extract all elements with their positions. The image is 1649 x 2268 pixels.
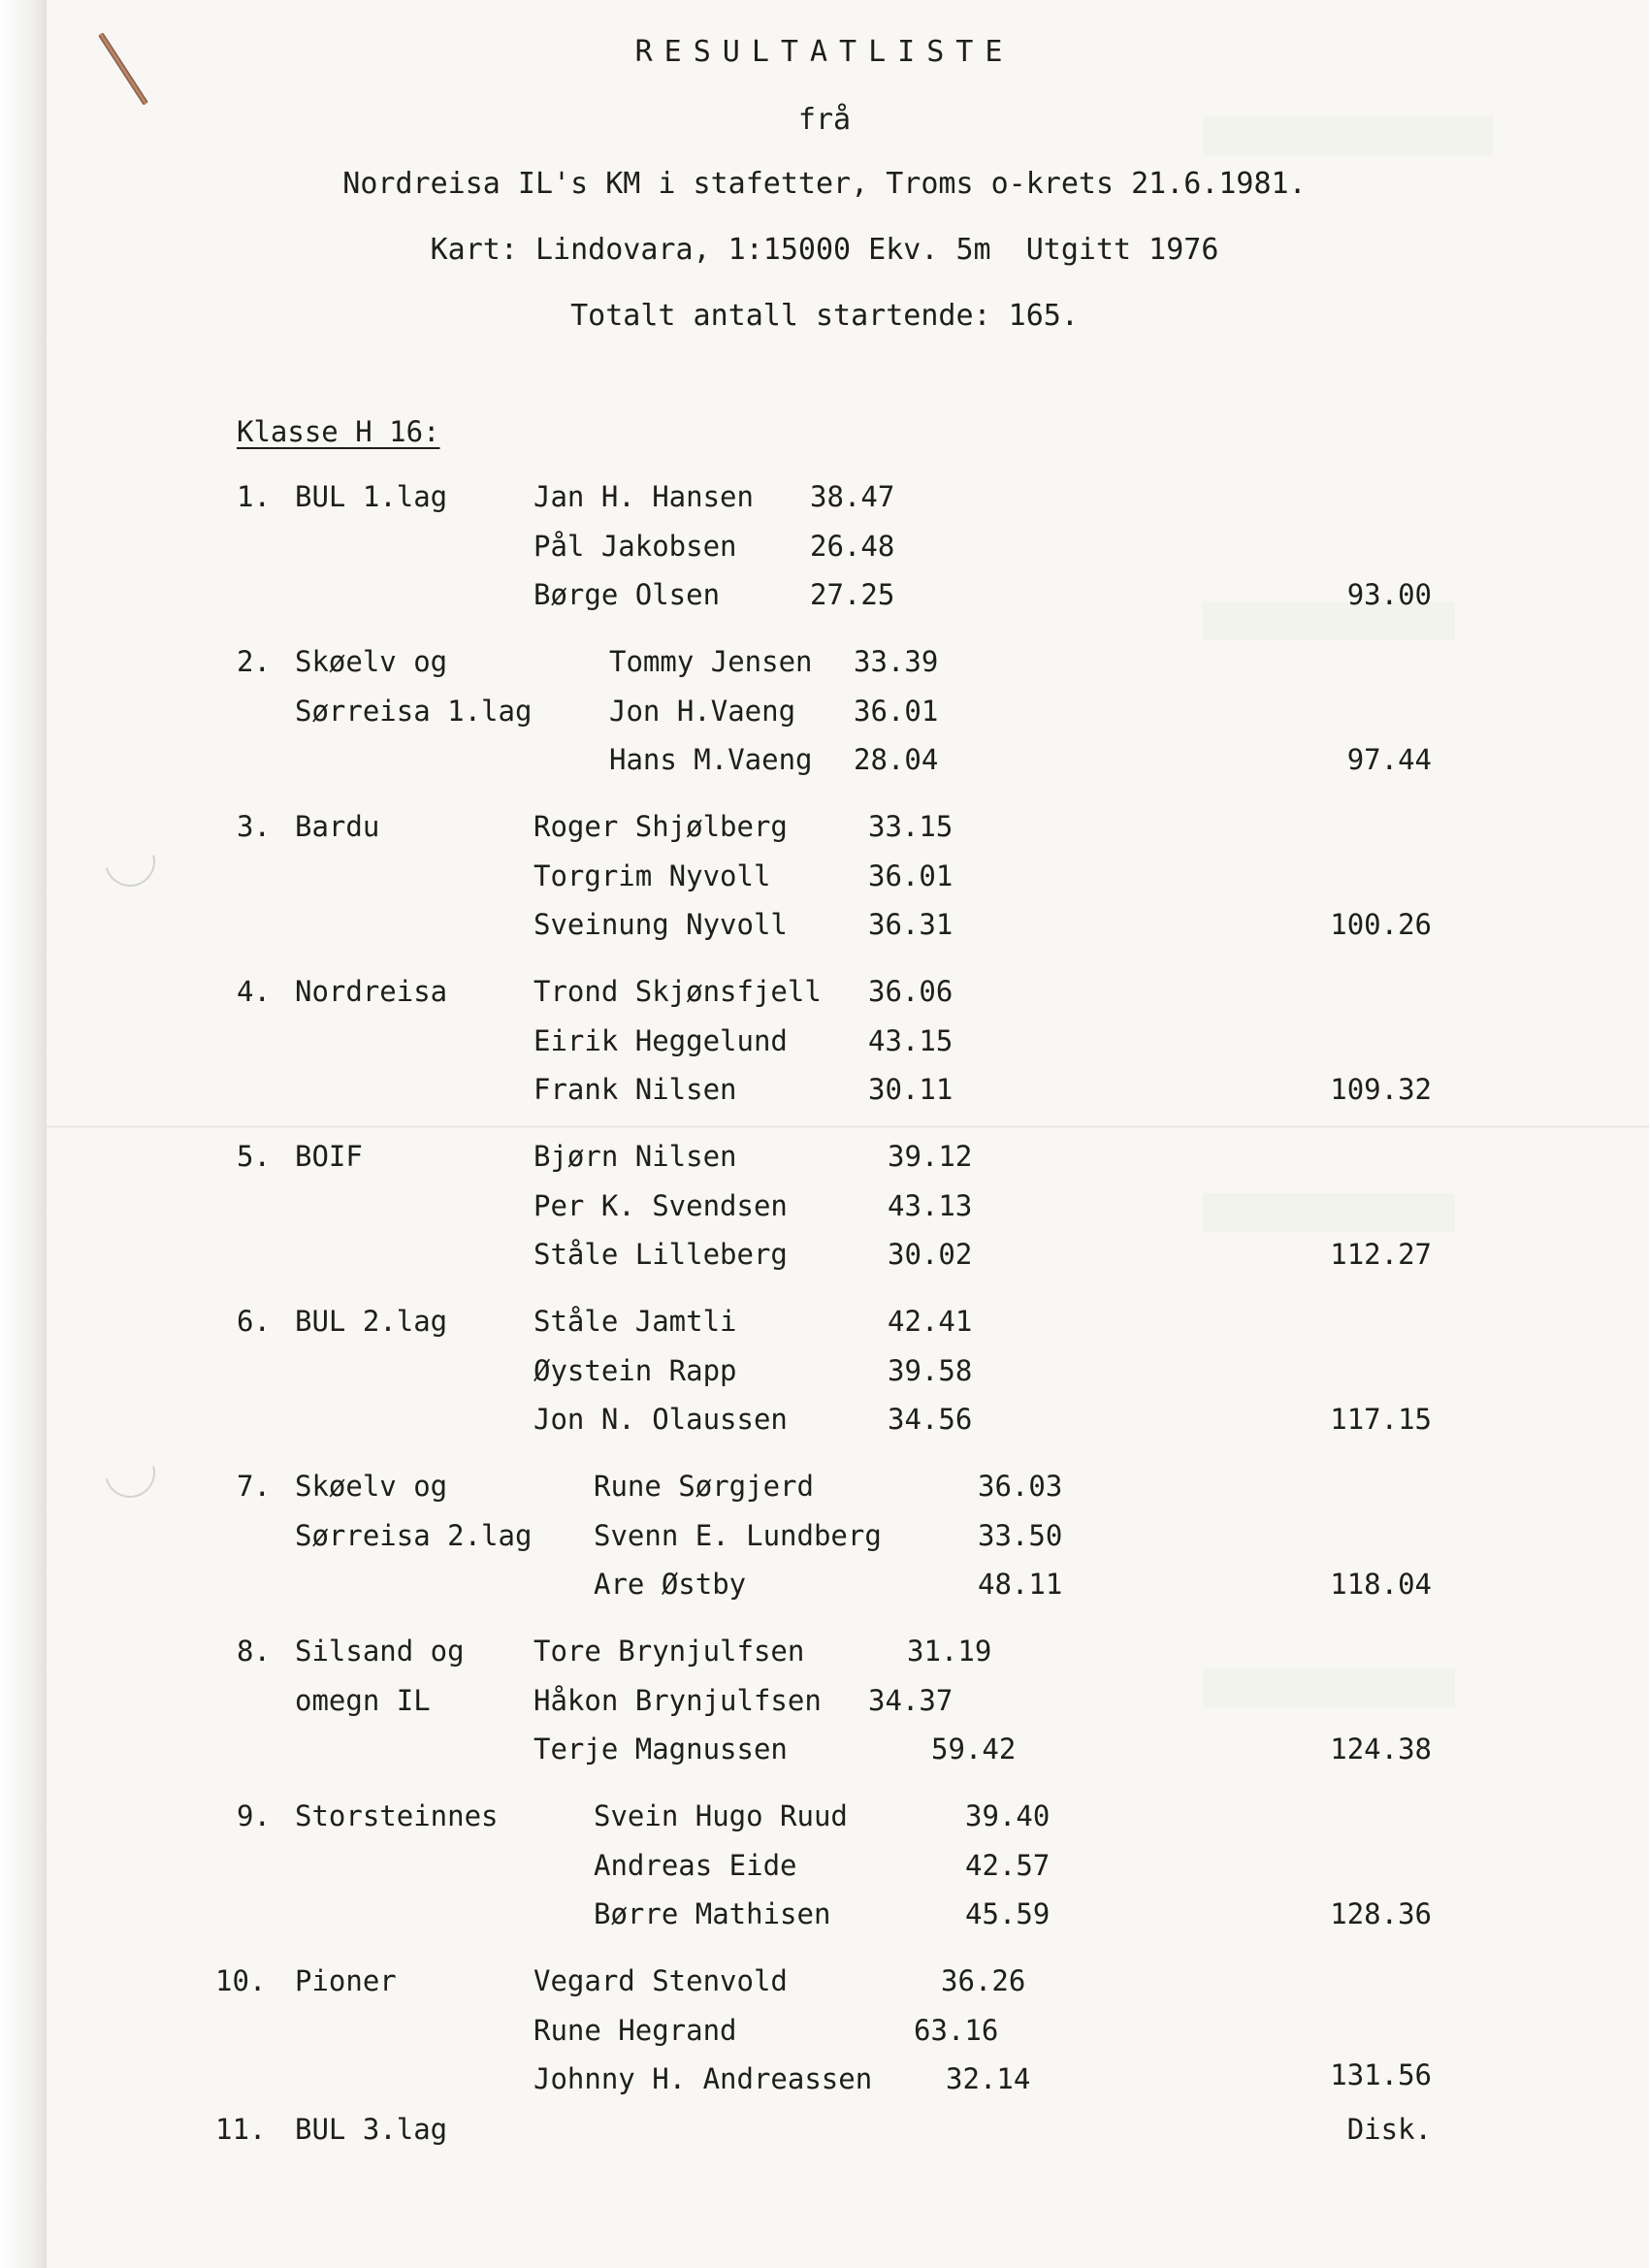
runner-time: 38.47 [810,480,895,513]
runner-time: 30.02 [888,1238,973,1271]
show-through-mark [1203,1669,1455,1707]
show-through-mark [1203,1193,1455,1232]
runner-time: 39.40 [965,1799,1051,1832]
runner-time: 36.26 [941,1964,1026,1997]
from-label: frå [797,103,852,137]
runner-time: 43.13 [888,1188,973,1222]
runner-time: 34.56 [888,1403,973,1436]
runner-name: Vegard Stenvold [534,1964,788,1997]
fold-crease [47,1125,1649,1128]
team-place: 8. [237,1635,271,1668]
team-total-time: 124.38 [1330,1733,1432,1766]
runner-time: 63.16 [914,2013,999,2047]
runner-time: 36.06 [868,975,954,1008]
runner-name: Ståle Lilleberg [534,1238,788,1271]
page-edge [0,0,47,2268]
runner-name: Svein Hugo Ruud [594,1799,848,1832]
team-name: Bardu [295,810,380,843]
runner-time: 32.14 [946,2062,1031,2095]
team-name: BUL 2.lag [295,1305,448,1338]
runner-name: Jan H. Hansen [534,480,754,513]
runner-time: 33.50 [978,1518,1063,1552]
team-total-time: 93.00 [1346,578,1432,611]
runner-time: 30.11 [868,1073,954,1106]
team-name: Sørreisa 2.lag [295,1518,533,1552]
runner-name: Rune Hegrand [534,2013,737,2047]
team-place: 6. [237,1305,271,1338]
team-place: 10. [215,1964,267,1997]
runner-name: Pål Jakobsen [534,529,737,563]
team-name: BUL 3.lag [295,2113,448,2146]
runner-time: 28.04 [854,743,939,776]
team-place: 9. [237,1799,271,1832]
runner-time: 36.31 [868,908,954,941]
team-place: 1. [237,480,271,513]
runner-time: 45.59 [965,1897,1051,1930]
team-name: Skøelv og [295,1470,448,1503]
team-place: 7. [237,1470,271,1503]
runner-time: 48.11 [978,1568,1063,1601]
team-name: Skøelv og [295,645,448,678]
runner-name: Ståle Jamtli [534,1305,737,1338]
runner-time: 33.15 [868,810,954,843]
runner-name: Rune Sørgjerd [594,1470,814,1503]
runner-name: Sveinung Nyvoll [534,908,788,941]
runner-name: Terje Magnussen [534,1733,788,1766]
runner-time: 26.48 [810,529,895,563]
runner-name: Frank Nilsen [534,1073,737,1106]
runner-name: Håkon Brynjulfsen [534,1683,822,1717]
team-name: omegn IL [295,1683,431,1717]
team-name: Silsand og [295,1635,465,1668]
team-name: Nordreisa [295,975,448,1008]
runner-name: Hans M.Vaeng [609,743,813,776]
runner-name: Jon H.Vaeng [609,694,796,728]
team-place: 3. [237,810,271,843]
runner-name: Torgrim Nyvoll [534,859,771,892]
team-total-time: Disk. [1346,2113,1432,2146]
runner-time: 42.41 [888,1305,973,1338]
team-name: BUL 1.lag [295,480,448,513]
document-title: RESULTATLISTE [634,35,1015,69]
runner-time: 42.57 [965,1848,1051,1882]
runner-time: 31.19 [907,1635,992,1668]
total-starters-line: Totalt antall startende: 165. [570,299,1079,333]
runner-name: Trond Skjønsfjell [534,975,822,1008]
team-name: Pioner [295,1964,397,1997]
runner-time: 39.12 [888,1140,973,1173]
team-total-time: 112.27 [1330,1238,1432,1271]
event-line: Nordreisa IL's KM i stafetter, Troms o-krets 21.6.1981. [342,167,1307,201]
runner-time: 33.39 [854,645,939,678]
runner-time: 59.42 [931,1733,1017,1766]
runner-name: Are Østby [594,1568,747,1601]
runner-name: Per K. Svendsen [534,1188,788,1222]
team-total-time: 128.36 [1330,1897,1432,1930]
runner-name: Jon N. Olaussen [534,1403,788,1436]
team-total-time: 131.56 [1330,2058,1432,2091]
team-place: 4. [237,975,271,1008]
team-place: 5. [237,1140,271,1173]
runner-name: Bjørn Nilsen [534,1140,737,1173]
runner-name: Andreas Eide [594,1848,797,1882]
runner-name: Børge Olsen [534,578,721,611]
team-total-time: 118.04 [1330,1568,1432,1601]
runner-name: Børre Mathisen [594,1897,831,1930]
runner-time: 36.03 [978,1470,1063,1503]
runner-name: Svenn E. Lundberg [594,1518,882,1552]
team-name: Sørreisa 1.lag [295,694,533,728]
runner-name: Roger Shjølberg [534,810,788,843]
team-total-time: 97.44 [1346,743,1432,776]
runner-time: 36.01 [854,694,939,728]
runner-time: 34.37 [868,1683,954,1717]
runner-time: 27.25 [810,578,895,611]
runner-time: 43.15 [868,1023,954,1057]
runner-name: Øystein Rapp [534,1353,737,1387]
team-total-time: 100.26 [1330,908,1432,941]
team-place: 2. [237,645,271,678]
team-name: BOIF [295,1140,363,1173]
runner-time: 36.01 [868,859,954,892]
team-name: Storsteinnes [295,1799,499,1832]
runner-name: Tommy Jensen [609,645,813,678]
runner-name: Johnny H. Andreassen [534,2062,873,2095]
class-heading: Klasse H 16: [237,415,440,448]
runner-time: 39.58 [888,1353,973,1387]
runner-name: Eirik Heggelund [534,1023,788,1057]
runner-name: Tore Brynjulfsen [534,1635,805,1668]
team-total-time: 117.15 [1330,1403,1432,1436]
team-total-time: 109.32 [1330,1073,1432,1106]
team-place: 11. [215,2113,267,2146]
map-info-line: Kart: Lindovara, 1:15000 Ekv. 5m Utgitt 1976 [430,233,1219,267]
